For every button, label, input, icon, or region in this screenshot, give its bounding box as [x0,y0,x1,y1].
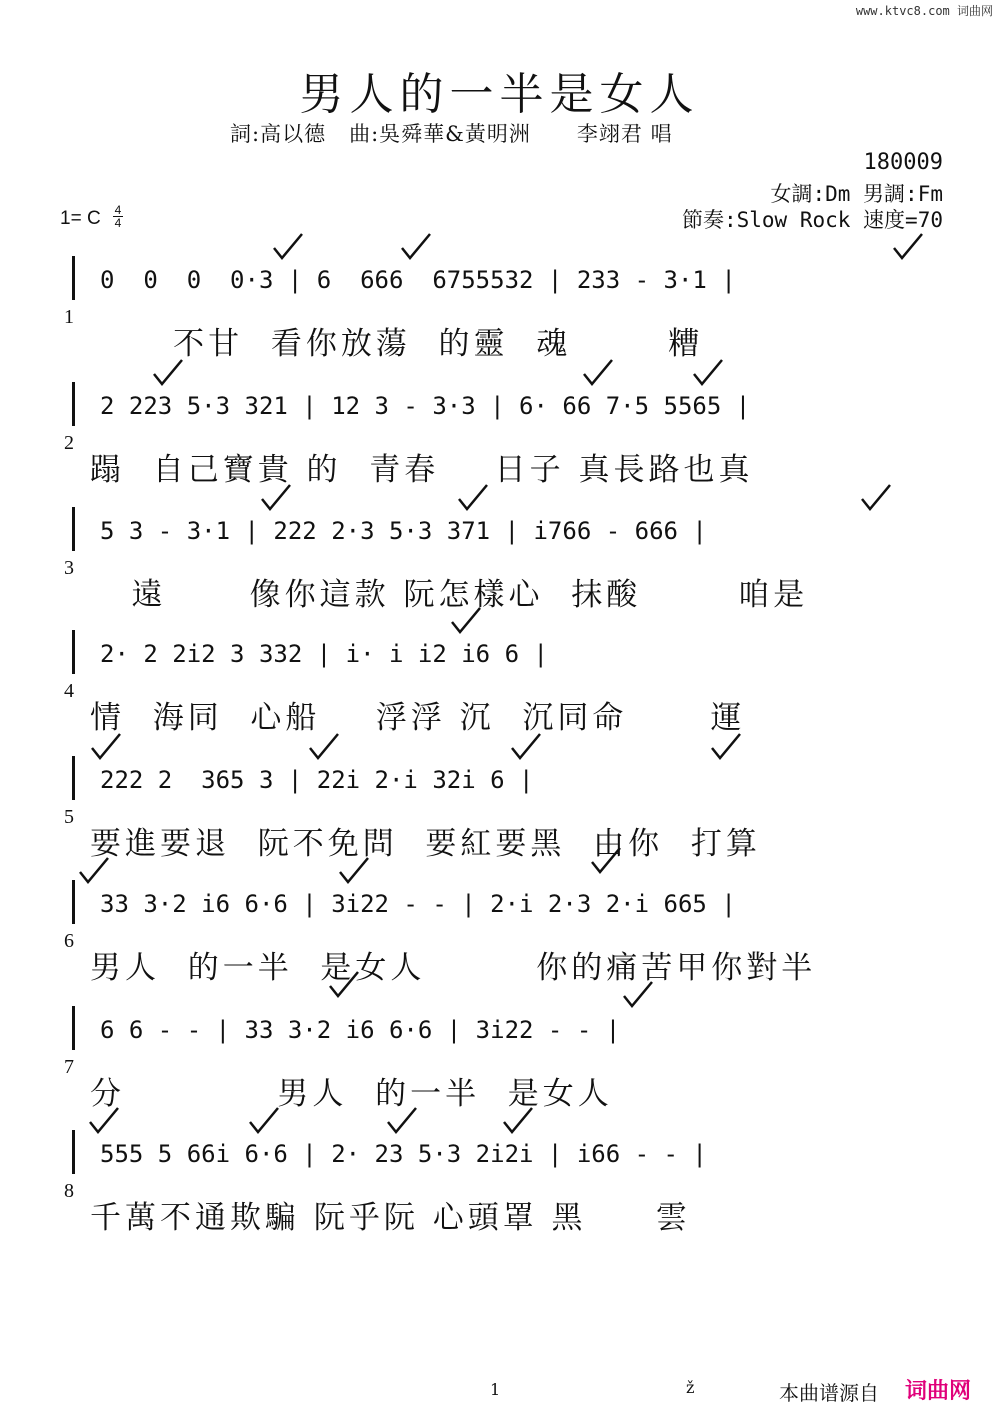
notes-row-3: 5 3 - 3·1 | 222 2·3 5·3 371 | i766 - 666 | [100,517,707,545]
score-row-6 [60,880,950,1005]
notes-row-8: 555 5 66i 6·6 | 2· 23 5·3 2i2i | i66 - - | [100,1140,707,1168]
small-mark: ž [686,1378,695,1397]
lyrics-row-7: 分 男人 的一半 是女人 [90,1076,613,1112]
song-code: 180009 [863,150,943,175]
page-number: 1 [490,1380,501,1399]
row-number-6: 6 [64,930,74,952]
check-mark-icon [890,232,926,262]
check-mark-icon [858,483,894,513]
lyrics-row-4: 情 海同 心船 浮浮 沉 沉同命 運 [90,700,746,736]
credits: 詞:高以德 曲:吳舜華&黃明洲 李翊君 唱 [230,122,673,146]
notes-row-5: 222 2 365 3 | 22i 2·i 32i 6 | [100,766,534,794]
watermark-top: www.ktvc8.com 词曲网 [855,4,993,18]
row-number-5: 5 [64,806,74,828]
check-mark-icon [455,483,491,513]
notes-row-2: 2 223 5·3 321 | 12 3 - 3·3 | 6· 66 7·5 5565 | [100,392,751,420]
row-number-7: 7 [64,1056,74,1078]
row-number-2: 2 [64,432,74,454]
check-mark-icon [508,732,544,762]
lyrics-row-2: 蹋 自己寶貴 的 青春 日子 真長路也真 [90,452,754,488]
time-signature [113,204,123,229]
check-mark-icon [588,846,624,876]
time-signature-bottom: 4 [114,216,122,230]
score-row-2 [60,382,950,507]
footer-source: 本曲谱源自 [779,1381,879,1405]
score-row-1 [60,256,950,381]
time-signature-top: 4 [114,203,122,217]
check-mark-icon [620,980,656,1010]
row-number-8: 8 [64,1180,74,1202]
check-mark-icon [76,856,112,886]
check-mark-icon [270,232,306,262]
rhythm-info: 節奏:Slow Rock 速度=70 [681,208,943,232]
check-mark-icon [580,358,616,388]
notes-row-6: 33 3·2 i6 6·6 | 3i22 - - | 2·i 2·3 2·i 665 | [100,890,736,918]
score-row-3 [60,507,950,632]
check-mark-icon [150,358,186,388]
check-mark-icon [448,606,484,636]
check-mark-icon [384,1106,420,1136]
check-mark-icon [398,232,434,262]
notes-row-1: 0 0 0 0·3 | 6 666 6755532 | 233 - 3·1 | [100,266,736,294]
check-mark-icon [246,1106,282,1136]
lyrics-row-1: 不甘 看你放蕩 的靈 魂 糟 [90,326,704,362]
lyrics-row-5: 要進要退 阮不免問 要紅要黑 由你 打算 [90,826,761,862]
key-info: 女調:Dm 男調:Fm [770,182,943,206]
row-number-1: 1 [64,306,74,328]
lyrics-row-8: 千萬不通欺騙 阮乎阮 心頭罩 黑 雲 [90,1200,691,1236]
check-mark-icon [500,1106,536,1136]
score-row-4 [60,630,950,755]
lyrics-row-6: 男人 的一半 是女人 你的痛苦甲你對半 [90,950,817,986]
check-mark-icon [336,856,372,886]
check-mark-icon [258,483,294,513]
notes-row-7: 6 6 - - | 33 3·2 i6 6·6 | 3i22 - - | [100,1016,621,1044]
check-mark-icon [86,1106,122,1136]
check-mark-icon [88,732,124,762]
row-number-4: 4 [64,680,74,702]
footer-logo[interactable]: 词曲网 [904,1379,971,1404]
check-mark-icon [708,732,744,762]
key-signature: 1= C [60,208,101,229]
check-mark-icon [306,732,342,762]
song-title: 男人的一半是女人 [299,69,700,120]
row-number-3: 3 [64,557,74,579]
lyrics-row-3: 遠 像你這款 阮怎樣心 抹酸 咱是 [90,577,809,613]
score-row-8 [60,1130,950,1255]
score-row-5 [60,756,950,881]
check-mark-icon [690,358,726,388]
notes-row-4: 2· 2 2i2 3 332 | i· i i2 i6 6 | [100,640,548,668]
check-mark-icon [326,970,362,1000]
